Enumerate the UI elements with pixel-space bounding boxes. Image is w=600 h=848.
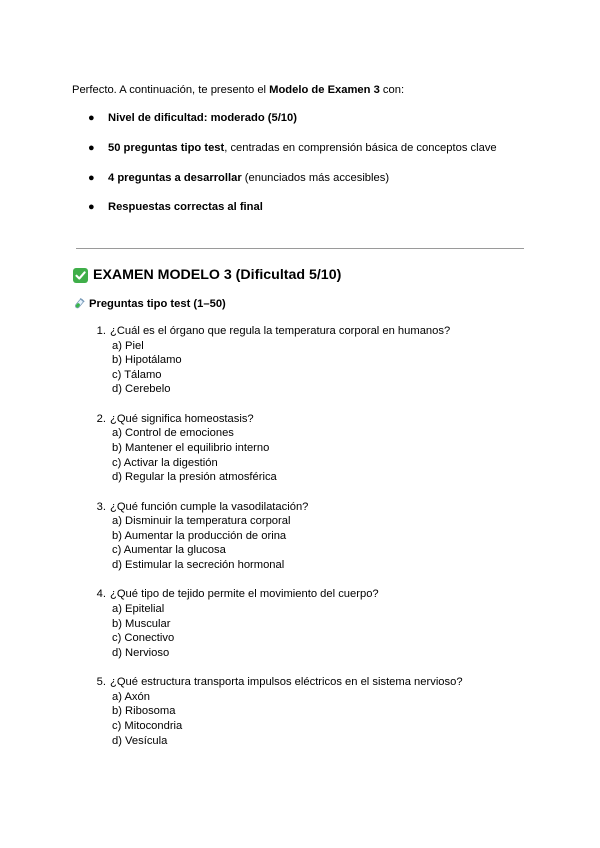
- intro-suffix: con:: [379, 84, 405, 96]
- bullet-text: (enunciados más accesibles): [241, 171, 390, 184]
- question-text: ¿Cuál es el órgano que regula la temperatura corporal en humanos?: [110, 325, 451, 337]
- options-list: [112, 602, 174, 660]
- bullet-bold: 50 preguntas tipo test: [108, 141, 225, 154]
- question-text: ¿Qué función cumple la vasodilatación?: [110, 500, 309, 513]
- options-list: [112, 690, 182, 748]
- test-subheading-text: Preguntas tipo test (1–50): [89, 298, 226, 310]
- bullet-icon: ●: [88, 201, 95, 214]
- option: d) Nervioso: [112, 646, 170, 659]
- option: c) Aumentar la glucosa: [112, 544, 226, 557]
- option: d) Cerebelo: [112, 383, 171, 396]
- option: b) Ribosoma: [112, 705, 176, 718]
- question-number: 4.: [96, 588, 106, 601]
- option: a) Epitelial: [112, 602, 165, 615]
- option: c) Activar la digestión: [112, 456, 218, 469]
- exam-heading-text: EXAMEN MODELO 3 (Dificultad 5/10): [93, 267, 342, 283]
- bullet-bold: 4 preguntas a desarrollar: [108, 171, 242, 184]
- option: c) Tálamo: [112, 368, 162, 381]
- bullet-bold: Nivel de dificultad: moderado (5/10): [108, 112, 297, 124]
- option: d) Regular la presión atmosférica: [112, 471, 277, 484]
- questions-list: [90, 324, 530, 763]
- option: b) Muscular: [112, 617, 171, 630]
- bullet-icon: ●: [88, 112, 95, 124]
- option: a) Piel: [112, 339, 144, 352]
- options-list: [112, 339, 182, 397]
- list-item: [88, 200, 497, 230]
- list-item: [88, 111, 497, 141]
- option: d) Estimular la secreción hormonal: [112, 558, 285, 571]
- bullet-text: , centradas en comprensión básica de conceptos clave: [224, 141, 497, 154]
- bullet-bold: Respuestas correctas al final: [108, 201, 263, 214]
- horizontal-divider: [76, 248, 524, 249]
- options-list: [112, 514, 290, 572]
- question-item: [90, 412, 530, 500]
- option: b) Aumentar la producción de orina: [112, 529, 287, 542]
- question-item: [90, 675, 530, 763]
- question-item: [90, 587, 530, 675]
- question-text: ¿Qué tipo de tejido permite el movimiento del cuerpo?: [110, 588, 379, 601]
- exam-heading: [73, 267, 341, 283]
- intro-paragraph: [72, 84, 404, 96]
- bullet-icon: ●: [88, 141, 95, 154]
- features-list: [88, 111, 497, 230]
- options-list: [112, 426, 277, 484]
- question-item: [90, 324, 530, 412]
- question-text: ¿Qué significa homeostasis?: [110, 412, 254, 425]
- check-mark-icon: [73, 268, 88, 283]
- intro-bold: Modelo de Examen 3: [269, 84, 380, 96]
- question-number: 5.: [96, 676, 106, 689]
- option: b) Hipotálamo: [112, 354, 182, 367]
- question-number: 1.: [96, 325, 106, 337]
- option: d) Vesícula: [112, 734, 168, 747]
- list-item: [88, 141, 497, 171]
- question-number: 3.: [96, 500, 106, 513]
- option: a) Control de emociones: [112, 427, 234, 440]
- test-subheading: [73, 298, 226, 310]
- option: c) Conectivo: [112, 632, 175, 645]
- question-item: [90, 500, 530, 588]
- option: a) Axón: [112, 690, 150, 703]
- question-text: ¿Qué estructura transporta impulsos eléctricos en el sistema nervioso?: [110, 676, 463, 689]
- list-item: [88, 171, 497, 201]
- option: b) Mantener el equilibrio interno: [112, 441, 270, 454]
- bullet-icon: ●: [88, 171, 95, 184]
- option: a) Disminuir la temperatura corporal: [112, 515, 291, 528]
- intro-prefix: Perfecto. A continuación, te presento el: [72, 84, 270, 96]
- option: c) Mitocondria: [112, 719, 183, 732]
- test-tube-icon: [73, 298, 85, 310]
- question-number: 2.: [96, 412, 106, 425]
